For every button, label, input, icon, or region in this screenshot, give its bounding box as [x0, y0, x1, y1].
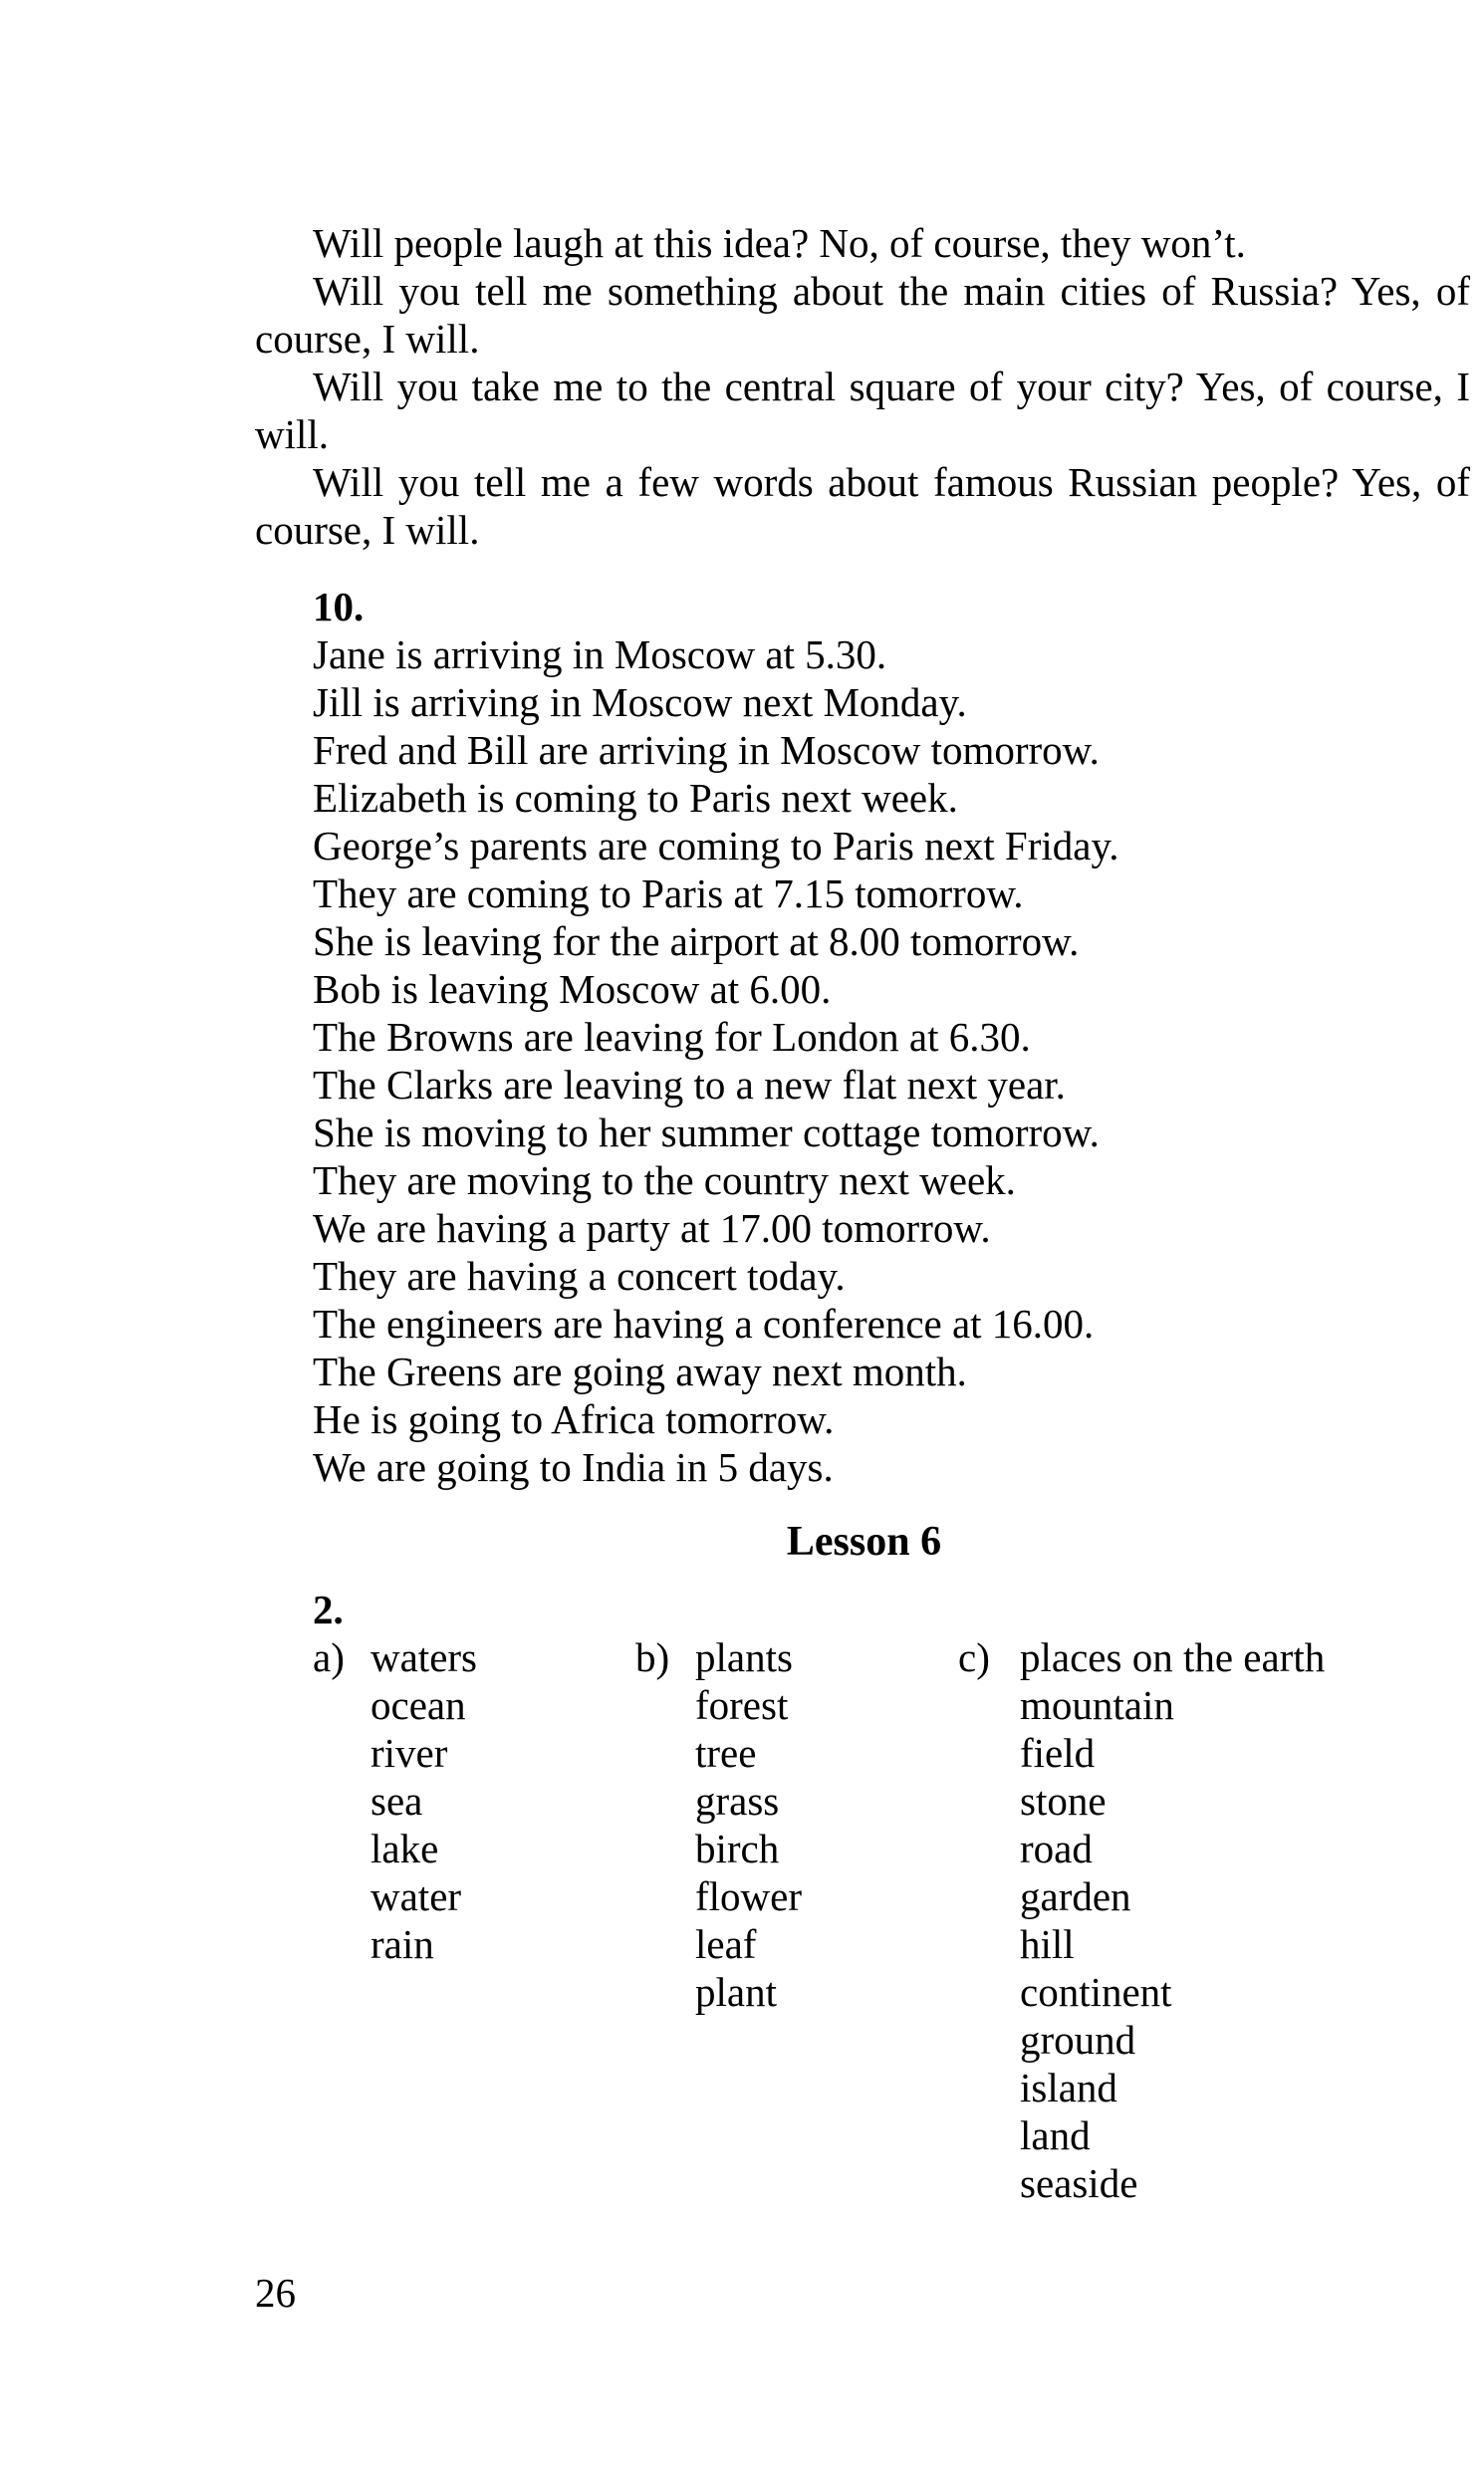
column-a-list: [371, 1633, 477, 1968]
exercise-10-line: They are moving to the country next week.: [313, 1157, 1016, 1203]
intro-paragraph-2: Will you tell me something about the main cities of Russia? Yes, of course, I will.: [255, 268, 1470, 362]
list-item: forest: [695, 1682, 789, 1728]
exercise-10-line: Elizabeth is coming to Paris next week.: [313, 775, 958, 821]
list-item: flower: [695, 1873, 803, 1919]
list-item: grass: [695, 1778, 780, 1824]
exercise-10-line: She is leaving for the airport at 8.00 tomorrow.: [313, 918, 1080, 964]
list-item: rain: [371, 1921, 434, 1967]
list-item: sea: [371, 1778, 423, 1824]
exercise-10-line: The Clarks are leaving to a new flat next year.: [313, 1062, 1066, 1108]
list-item: field: [1020, 1730, 1096, 1776]
column-b-letter: b): [635, 1634, 670, 1680]
page-number: 26: [255, 2270, 296, 2316]
column-c-letter: c): [958, 1634, 990, 1680]
list-item: water: [371, 1873, 462, 1919]
list-item: lake: [371, 1826, 439, 1871]
column-c-list: [1020, 1633, 1325, 2207]
exercise-10-line: They are coming to Paris at 7.15 tomorrow.: [313, 870, 1024, 916]
exercise-10-number: 10.: [313, 584, 365, 629]
exercise-10-line: We are having a party at 17.00 tomorrow.: [313, 1205, 991, 1251]
exercise-10-line: The engineers are having a conference at 16.00.: [313, 1301, 1095, 1347]
column-a-letter: a): [313, 1634, 345, 1680]
exercise-2-number: 2.: [313, 1587, 344, 1632]
list-item: ground: [1020, 2017, 1136, 2063]
exercise-10-line: George’s parents are coming to Paris next Friday.: [313, 823, 1119, 868]
list-item: garden: [1020, 1873, 1131, 1919]
list-item: ocean: [371, 1682, 466, 1728]
column-b-list: [695, 1633, 802, 2016]
exercise-10-line: They are having a concert today.: [313, 1253, 846, 1299]
list-item: places on the earth: [1020, 1634, 1326, 1680]
lesson-heading: Lesson 6: [786, 1519, 942, 1565]
list-item: stone: [1020, 1778, 1107, 1824]
exercise-10-line: She is moving to her summer cottage tomorrow.: [313, 1110, 1100, 1155]
list-item: land: [1020, 2112, 1091, 2158]
exercise-10-line: Fred and Bill are arriving in Moscow tomorrow.: [313, 727, 1100, 773]
exercise-10-line: The Browns are leaving for London at 6.30.: [313, 1014, 1031, 1060]
exercise-10-line: Jane is arriving in Moscow at 5.30.: [313, 631, 887, 677]
list-item: hill: [1020, 1921, 1075, 1967]
list-item: plants: [695, 1634, 793, 1680]
intro-paragraph-4: Will you tell me a few words about famous Russian people? Yes, of course, I will.: [255, 459, 1470, 553]
exercise-10-line: He is going to Africa tomorrow.: [313, 1396, 835, 1442]
list-item: waters: [371, 1634, 478, 1680]
list-item: island: [1020, 2065, 1117, 2110]
list-item: plant: [695, 1969, 777, 2015]
exercise-10-line: The Greens are going away next month.: [313, 1349, 967, 1394]
list-item: birch: [695, 1826, 780, 1871]
list-item: tree: [695, 1730, 757, 1776]
list-item: continent: [1020, 1969, 1172, 2015]
exercise-10-line: Jill is arriving in Moscow next Monday.: [313, 679, 967, 725]
intro-paragraph-1: Will people laugh at this idea? No, of course, they won’t.: [313, 220, 1246, 266]
list-item: leaf: [695, 1921, 757, 1967]
exercise-10-line: We are going to India in 5 days.: [313, 1444, 834, 1490]
list-item: seaside: [1020, 2160, 1138, 2206]
intro-paragraph-3: Will you take me to the central square of your city? Yes, of course, I will.: [255, 364, 1470, 457]
list-item: mountain: [1020, 1682, 1174, 1728]
exercise-10-line: Bob is leaving Moscow at 6.00.: [313, 966, 832, 1012]
list-item: road: [1020, 1826, 1093, 1871]
list-item: river: [371, 1730, 448, 1776]
